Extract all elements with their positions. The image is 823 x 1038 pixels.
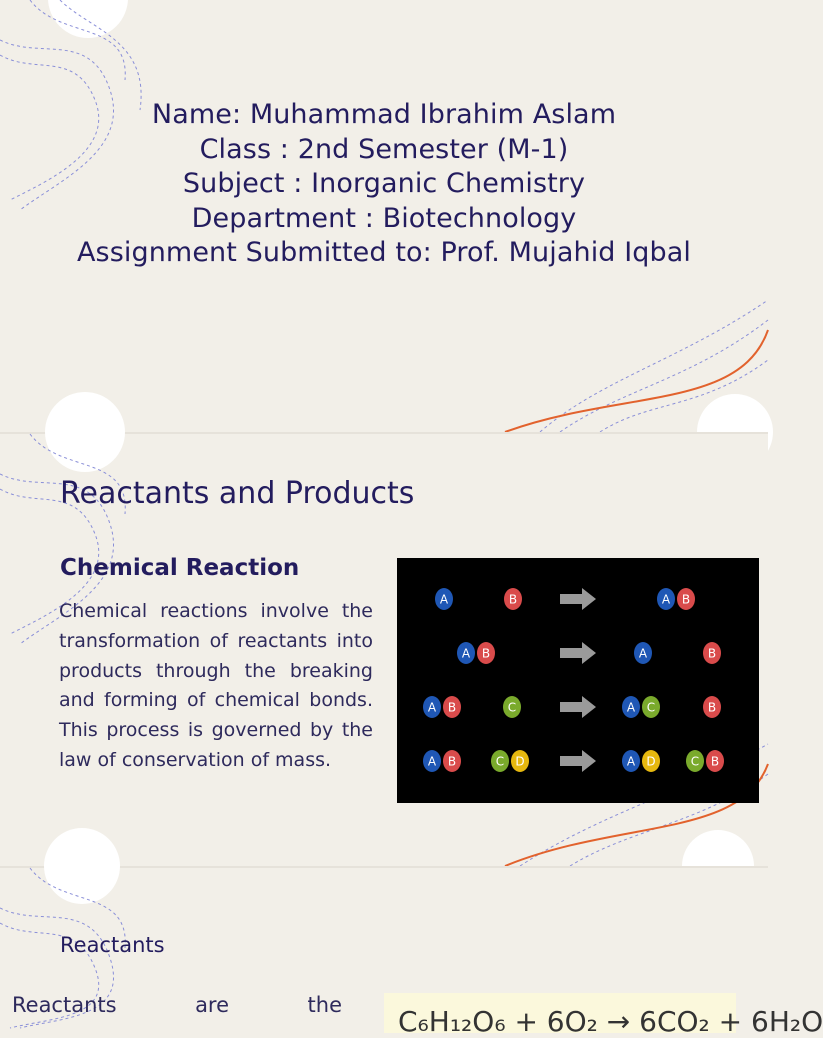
atom-b	[477, 642, 495, 664]
atom-c	[642, 696, 660, 718]
svg-text:A: A	[638, 646, 648, 661]
slide-heading: Reactants and Products	[60, 476, 415, 511]
student-name: Name: Muhammad Ibrahim Aslam	[151, 99, 617, 130]
atom-b	[443, 750, 461, 772]
svg-text:B: B	[707, 646, 717, 661]
svg-text:A: A	[626, 754, 636, 769]
department-line: Department : Biotechnology	[191, 202, 577, 234]
svg-text:C: C	[646, 700, 656, 715]
svg-text:A: A	[626, 700, 636, 715]
svg-text:B: B	[681, 592, 691, 607]
svg-text:D: D	[646, 754, 656, 769]
reaction-diagram	[397, 558, 759, 803]
atom-c	[686, 750, 704, 772]
atom-b	[504, 588, 522, 610]
reaction-description: Chemical reactions involve the transformation of reactants into products through the breaking and forming of chemical bonds. This process is governed by the law of conservation of mass.	[59, 600, 373, 771]
atom-b	[703, 696, 721, 718]
svg-text:B: B	[447, 700, 457, 715]
title-slide	[0, 0, 768, 432]
atom-a	[634, 642, 652, 664]
submitted-to-line: Assignment Submitted to: Prof. Mujahid Iqbal	[76, 237, 692, 268]
atom-d	[642, 750, 660, 772]
svg-text:C: C	[507, 700, 517, 715]
svg-text:B: B	[447, 754, 457, 769]
atom-b	[443, 696, 461, 718]
atom-c	[503, 696, 521, 718]
atom-a	[622, 750, 640, 772]
reactants-text: Reactants are the	[12, 993, 342, 1017]
svg-text:A: A	[661, 592, 671, 607]
reaction-arrow	[560, 642, 596, 664]
atom-a	[423, 750, 441, 772]
svg-text:B: B	[707, 700, 717, 715]
atom-a	[457, 642, 475, 664]
atom-d	[511, 750, 529, 772]
svg-text:C: C	[495, 754, 505, 769]
reaction-arrow	[560, 696, 596, 718]
atom-b	[677, 588, 695, 610]
section-subheading: Chemical Reaction	[60, 555, 300, 581]
atom-b	[703, 642, 721, 664]
subject-line: Subject : Inorganic Chemistry	[182, 168, 586, 199]
atom-c	[491, 750, 509, 772]
reaction-arrow	[560, 588, 596, 610]
title-block	[0, 98, 768, 271]
svg-text:A: A	[427, 700, 437, 715]
reaction-diagram-svg	[397, 558, 759, 803]
equation-text: C₆H₁₂O₆ + 6O₂ → 6CO₂ + 6H₂O	[398, 1005, 823, 1038]
svg-text:B: B	[508, 592, 518, 607]
atom-a	[435, 588, 453, 610]
svg-text:C: C	[690, 754, 700, 769]
atom-a	[622, 696, 640, 718]
svg-text:A: A	[427, 754, 437, 769]
atom-b	[706, 750, 724, 772]
atom-a	[423, 696, 441, 718]
svg-text:A: A	[439, 592, 449, 607]
svg-text:D: D	[515, 754, 525, 769]
svg-text:B: B	[481, 646, 491, 661]
reactants-heading: Reactants	[60, 933, 165, 957]
equation-image	[384, 993, 823, 1038]
reaction-arrow	[560, 750, 596, 772]
svg-text:B: B	[710, 754, 720, 769]
atom-a	[657, 588, 675, 610]
svg-text:A: A	[461, 646, 471, 661]
class-line: Class : 2nd Semester (M-1)	[199, 133, 569, 165]
